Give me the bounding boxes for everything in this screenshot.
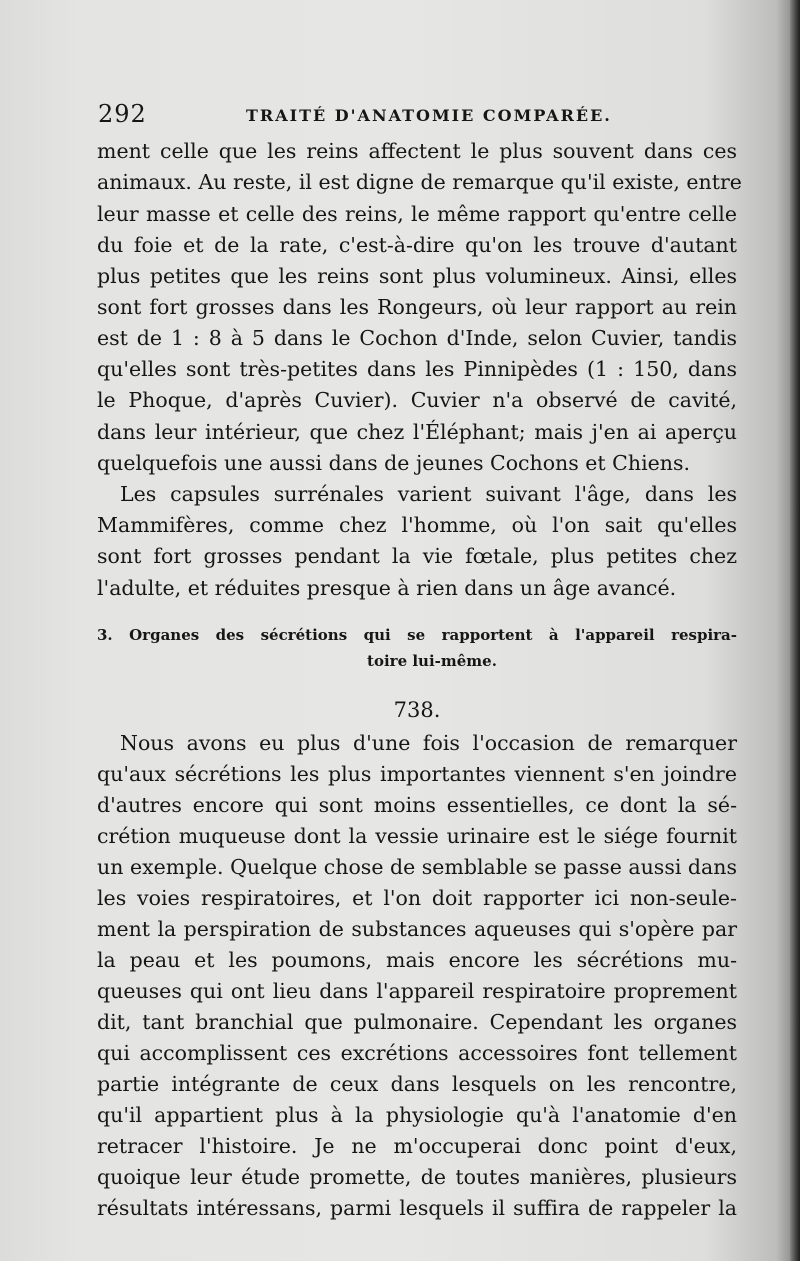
text-line: l'adulte, et réduites presque à rien dans un âge avancé.	[97, 576, 677, 600]
text-line: qu'elles sont très-petites dans les Pinnipèdes (1 : 150, dans	[97, 357, 737, 381]
text-line: quelquefois une aussi dans de jeunes Cochons et Chiens.	[97, 451, 690, 475]
text-line: leur masse et celle des reins, le même rapport qu'entre celle	[97, 202, 737, 226]
text-line: sont fort grosses pendant la vie fœtale, plus petites chez	[97, 544, 737, 568]
text-line: plus petites que les reins sont plus volumineux. Ainsi, elles	[97, 264, 737, 288]
page-header	[98, 100, 738, 130]
text-line: retracer l'histoire. Je ne m'occuperai donc point d'eux,	[97, 1134, 737, 1158]
text-line: dans leur intérieur, que chez l'Éléphant; mais j'en ai aperçu	[97, 420, 737, 444]
text-line: quoique leur étude promette, de toutes manières, plusieurs	[97, 1165, 737, 1189]
subheading-line: toire lui-même.	[367, 652, 497, 670]
text-line: Nous avons eu plus d'une fois l'occasion de remarquer	[120, 731, 737, 755]
text-line: ment la perspiration de substances aqueuses qui s'opère par	[97, 917, 737, 941]
text-line: qui accomplissent ces excrétions accessoires font tellement	[97, 1041, 737, 1065]
text-line: qu'il appartient plus à la physiologie qu'à l'anatomie d'en	[97, 1103, 737, 1127]
text-line: d'autres encore qui sont moins essentielles, ce dont la sé-	[97, 793, 737, 817]
text-line: dit, tant branchial que pulmonaire. Cependant les organes	[97, 1010, 737, 1034]
book-spine-shadow	[790, 0, 800, 1261]
text-line: crétion muqueuse dont la vessie urinaire est le siége fournit	[97, 824, 737, 848]
text-line: queuses qui ont lieu dans l'appareil respiratoire proprement	[97, 979, 737, 1003]
text-line: partie intégrante de ceux dans lesquels on les rencontre,	[97, 1072, 737, 1096]
subheading-line: 3. Organes des sécrétions qui se rapportent à l'appareil respira-	[97, 626, 737, 644]
text-line: est de 1 : 8 à 5 dans le Cochon d'Inde, selon Cuvier, tandis	[97, 326, 737, 350]
text-line: animaux. Au reste, il est digne de remarque qu'il existe, entre	[97, 170, 742, 194]
text-line: la peau et les poumons, mais encore les sécrétions mu-	[97, 948, 737, 972]
text-line: du foie et de la rate, c'est-à-dire qu'on les trouve d'autant	[97, 233, 737, 257]
page-number: 292	[98, 100, 147, 128]
text-line: un exemple. Quelque chose de semblable se passe aussi dans	[97, 855, 737, 879]
text-line: résultats intéressans, parmi lesquels il suffira de rappeler la	[97, 1196, 737, 1220]
text-line: sont fort grosses dans les Rongeurs, où leur rapport au rein	[97, 295, 737, 319]
text-line: Les capsules surrénales varient suivant l'âge, dans les	[120, 482, 737, 506]
section-number: 738.	[393, 698, 441, 722]
text-line: qu'aux sécrétions les plus importantes viennent s'en joindre	[97, 762, 737, 786]
text-line: les voies respiratoires, et l'on doit rapporter ici non-seule-	[97, 886, 737, 910]
text-line: ment celle que les reins affectent le plus souvent dans ces	[97, 139, 737, 163]
running-head: TRAITÉ D'ANATOMIE COMPARÉE.	[246, 106, 612, 125]
text-line: Mammifères, comme chez l'homme, où l'on sait qu'elles	[97, 513, 737, 537]
text-line: le Phoque, d'après Cuvier). Cuvier n'a observé de cavité,	[97, 388, 737, 412]
